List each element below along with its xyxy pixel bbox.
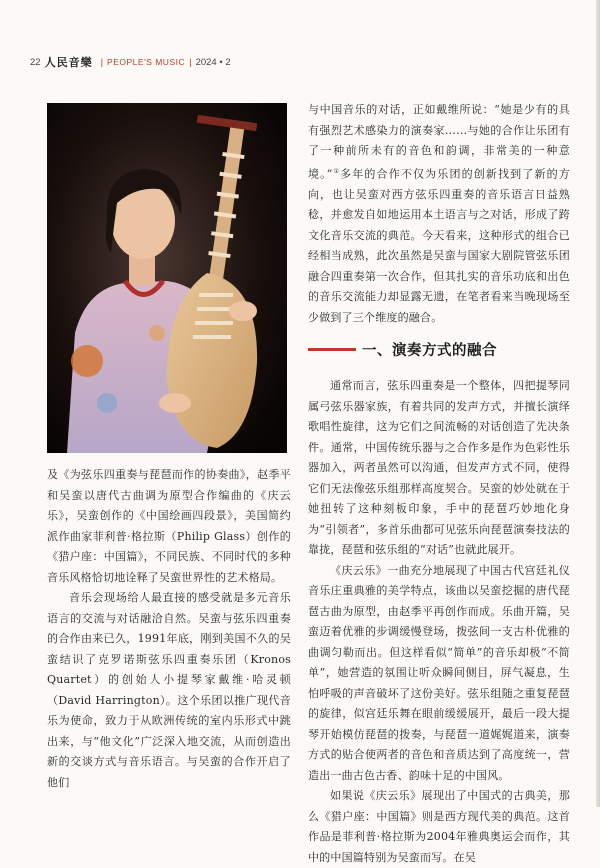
right-column (308, 100, 570, 868)
magazine-logo: 人民音樂 (44, 56, 93, 69)
right-intro-paragraph (308, 100, 570, 328)
magazine-name: PEOPLE'S MUSIC (107, 57, 186, 67)
right-intro-text: 与中国音乐的对话，正如戴维所说：“她是少有的具有强烈艺术感染力的演奏家……与她的合作让乐团有了一种前所未有的音色和韵调，非常美的一种意境。” (308, 103, 570, 181)
section1-paragraph-1: 通常而言，弦乐四重奏是一个整体，四把提琴同属弓弦乐器家族，有着共同的发声方式，并擅长演绎歌唱性旋律，这为它们之间流畅的对话创造了先决条件。通常，中国传统乐器与之合作多是作为色彩性乐器加入，两者虽然可以沟通，但发声方式不同，使得它们无法像弦乐组那样高度契合。吴蛮的妙处就在于她扭转了这种刻板印象，手中的琵琶巧妙地化身为“引领者”，多首乐曲都可见弦乐向琵琶演奏技法的靠拢，琵琶和弦乐组的“对话”也就此展开。 (308, 379, 570, 557)
issue-label: 2024 • 2 (195, 56, 231, 68)
page-header (30, 55, 231, 69)
section-heading-text: 一、演奏方式的融合 (362, 342, 497, 359)
header-divider: | (100, 56, 104, 68)
performer-photo (47, 103, 287, 453)
section-heading (308, 332, 570, 366)
page-number: 22 (30, 56, 41, 68)
right-intro-continued: 多年的合作不仅为乐团的创新找到了新的方向，也让吴蛮对西方弦乐四重奏的音乐语言日益熟稔，并愈发自如地运用本土语言与之对话，形成了跨文化音乐交流的典范。今天看来，这种形式的组合已经相当成熟，此次虽然是吴蛮与国家大剧院管弦乐团融合四重奏第一次合作，但其扎实的音乐功底和出色的音乐交流能力却显露无遗，在笔者看来当晚现场至少做到了三个维度的融合。 (308, 167, 570, 324)
section1-paragraph-3: 如果说《庆云乐》展现出了中国式的古典美，那么《猎户座：中国篇》则是西方现代美的典范。这首作品是菲利普·格拉斯为2004年雅典奥运会而作，其中的中国篇特别为吴蛮而写。在吴 (308, 789, 570, 864)
header-divider: | (189, 56, 192, 68)
section1-paragraph-2: 《庆云乐》一曲充分地展现了中国古代宫廷礼仪音乐庄重典雅的美学特点，该曲以吴蛮挖掘的唐代琵琶古曲为原型，由赵季平再创作而成。乐曲开篇，吴蛮迈着优雅的步调缓慢登场，拨弦间一支古朴优雅的曲调匀勒而出。但这样看似“简单”的音乐却极“不简单”，她营造的氛围让听众瞬间侧目，屏气凝息，生怕呼吸的声音破坏了这份美好。弦乐组随之重复琵琶的旋律，似宫廷乐舞在眼前缓缓展开，最后一段大提琴开始模仿琵琶的拨奏，与琵琶一道娓娓道来，演奏方式的贴合使两者的音色和音质达到了高度统一，营造出一曲古色古香、韵味十足的中国风。 (308, 563, 570, 782)
page-edge (596, 0, 600, 807)
section-heading-rule (308, 348, 356, 351)
left-paragraph-1: 及《为弦乐四重奏与琵琶而作的协奏曲》，赵季平和吴蛮以唐代古曲调为原型合作编曲的《庆云乐》，吴蛮创作的《中国绘画四段景》，美国简约派作曲家菲利普·格拉斯（Philip Glass）创作的《猎户座：中国篇》，不同民族、不同时代的多种音乐风格恰切地诠释了吴蛮世界性的艺术格局。 (47, 468, 291, 584)
footnote-marker: ① (332, 167, 341, 175)
left-paragraph-2: 音乐会现场给人最直接的感受就是多元音乐语言的交流与对话融洽自然。吴蛮与弦乐四重奏的合作由来已久，1991年底，刚到美国不久的吴蛮结识了克罗诺斯弦乐四重奏乐团（Kronos Quartet）的创始人小提琴家戴维·哈灵顿（David Harrington）。这个乐团以推广现代音乐为使命，致力于从欧洲传统的室内乐形式中跳出来，与“他文化”广泛深入地交流，从而创造出新的交谈方式与音乐语言。与吴蛮的合作开启了他们 (47, 591, 291, 789)
pipa-performer-illustration (47, 103, 287, 453)
left-column (47, 465, 291, 793)
